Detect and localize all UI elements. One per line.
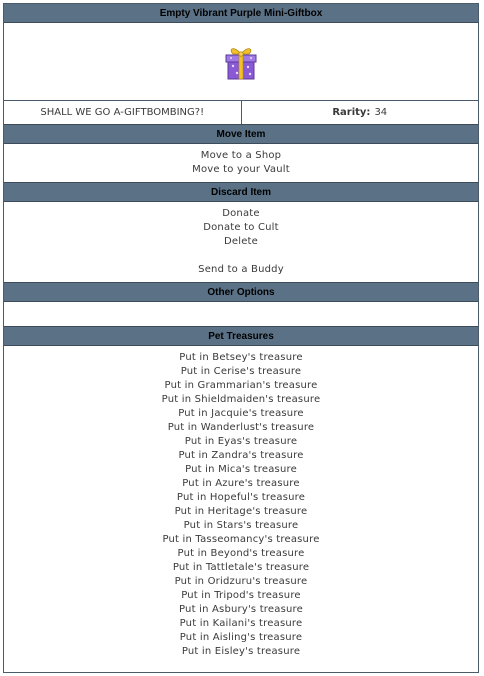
treasure-link[interactable]: Put in Aisling's treasure	[179, 632, 303, 643]
links-spacer	[4, 249, 478, 263]
item-panel	[3, 3, 479, 673]
treasure-link[interactable]: Put in Tattletale's treasure	[172, 562, 310, 573]
discard-item-header: Discard Item	[4, 182, 478, 202]
treasure-link[interactable]: Put in Tasseomancy's treasure	[162, 534, 320, 545]
rarity-label: Rarity:	[332, 107, 371, 118]
treasure-link[interactable]: Put in Mica's treasure	[185, 464, 297, 475]
treasure-link[interactable]: Put in Asbury's treasure	[179, 604, 303, 615]
donate-to-cult-link[interactable]: Donate to Cult	[203, 222, 279, 233]
rarity-value: 34	[374, 107, 388, 118]
treasure-link[interactable]: Put in Shieldmaiden's treasure	[161, 394, 321, 405]
treasure-link[interactable]: Put in Hopeful's treasure	[176, 492, 306, 503]
item-rarity	[242, 101, 479, 124]
item-info-row	[4, 100, 478, 124]
treasure-link[interactable]: Put in Tripod's treasure	[181, 590, 301, 601]
delete-link[interactable]: Delete	[223, 236, 259, 247]
treasure-link[interactable]: Put in Heritage's treasure	[174, 506, 308, 517]
donate-link[interactable]: Donate	[222, 208, 260, 219]
treasure-link[interactable]: Put in Stars's treasure	[183, 520, 299, 531]
move-item-links	[4, 144, 478, 182]
send-to-buddy-link[interactable]: Send to a Buddy	[198, 264, 284, 275]
move-to-shop-link[interactable]: Move to a Shop	[200, 150, 282, 161]
pet-treasures-header: Pet Treasures	[4, 326, 478, 346]
item-title: Empty Vibrant Purple Mini-Giftbox	[4, 4, 478, 23]
treasure-link[interactable]: Put in Eyas's treasure	[184, 436, 298, 447]
item-description	[4, 101, 242, 124]
purple-giftbox-icon	[221, 42, 261, 82]
treasure-link[interactable]: Put in Zandra's treasure	[178, 450, 304, 461]
treasure-link[interactable]: Put in Azure's treasure	[182, 478, 300, 489]
item-description-text: SHALL WE GO A-GIFTBOMBING?!	[40, 107, 205, 118]
other-options-header: Other Options	[4, 282, 478, 302]
item-image-area	[4, 23, 478, 100]
treasure-link[interactable]: Put in Beyond's treasure	[177, 548, 305, 559]
move-to-vault-link[interactable]: Move to your Vault	[192, 164, 290, 175]
treasure-link[interactable]: Put in Eisley's treasure	[181, 646, 301, 657]
discard-item-links	[4, 202, 478, 282]
treasure-link[interactable]: Put in Wanderlust's treasure	[167, 422, 315, 433]
move-item-header: Move Item	[4, 124, 478, 144]
treasure-link[interactable]: Put in Cerise's treasure	[180, 366, 302, 377]
treasure-link[interactable]: Put in Betsey's treasure	[179, 352, 303, 363]
other-options-body	[4, 302, 478, 326]
treasure-link[interactable]: Put in Jacquie's treasure	[178, 408, 304, 419]
treasure-link[interactable]: Put in Kailani's treasure	[179, 618, 303, 629]
pet-treasures-list	[4, 346, 478, 659]
treasure-link[interactable]: Put in Oridzuru's treasure	[174, 576, 308, 587]
treasure-link[interactable]: Put in Grammarian's treasure	[164, 380, 318, 391]
